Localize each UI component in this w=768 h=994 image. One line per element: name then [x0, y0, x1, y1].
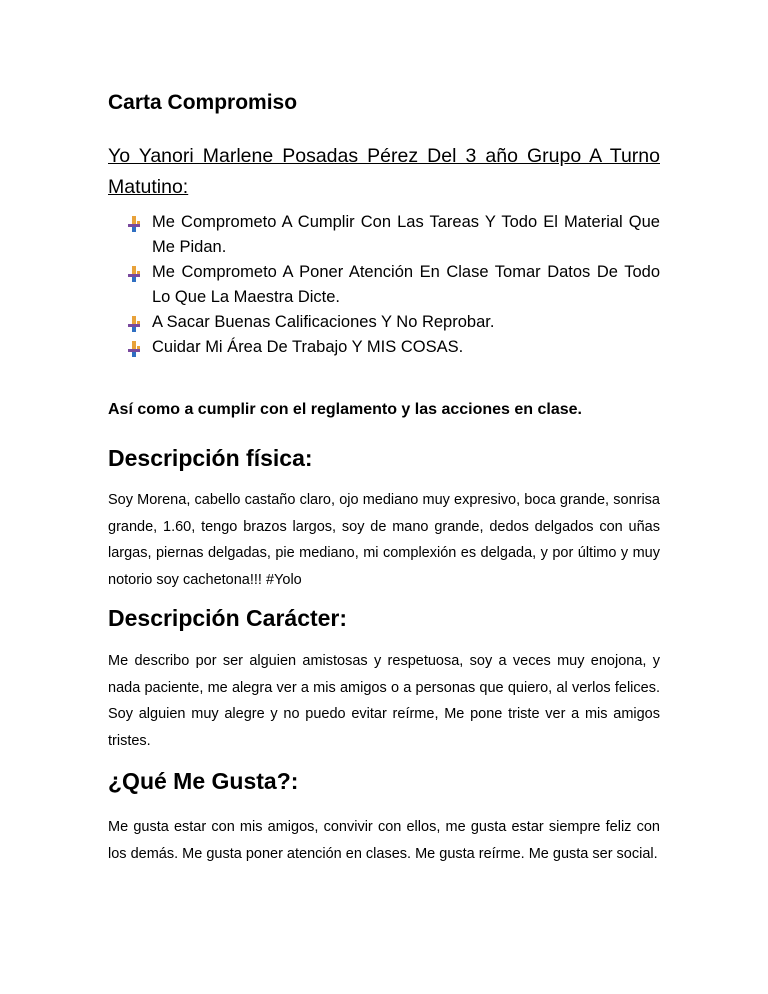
- physical-description-text: Soy Morena, cabello castaño claro, ojo mediano muy expresivo, boca grande, sonrisa grande, 1.60, tengo brazos largos, soy de mano grande, dedos delgados con uñas largas, piernas delgadas, pie mediano, mi complexión es delgada, y por último y muy notorio soy cachetona!!! #Yolo: [108, 492, 660, 588]
- commitment-list: [126, 210, 660, 360]
- arrow-bullet-icon: [126, 340, 144, 358]
- commitment-text: Me Comprometo A Cumplir Con Las Tareas Y Todo El Material Que Me Pidan.: [152, 213, 660, 256]
- commitment-text: Cuidar Mi Área De Trabajo Y MIS COSAS.: [152, 338, 464, 356]
- list-item: [126, 335, 660, 360]
- commitment-text: A Sacar Buenas Calificaciones Y No Reprobar.: [152, 313, 495, 331]
- likes-heading: ¿Qué Me Gusta?:: [108, 768, 299, 794]
- likes-text: Me gusta estar con mis amigos, convivir con ellos, me gusta estar siempre feliz con los demás. Me gusta poner atención en clases. Me gusta reírme. Me gusta ser social.: [108, 819, 660, 862]
- student-name-line: Yo Yanori Marlene Posadas Pérez Del 3 año Grupo A Turno Matutino:: [108, 145, 660, 198]
- list-item: [126, 310, 660, 335]
- commitment-text: Me Comprometo A Poner Atención En Clase Tomar Datos De Todo Lo Que La Maestra Dicte.: [152, 263, 660, 306]
- physical-description-heading: Descripción física:: [108, 445, 313, 471]
- list-item: [126, 210, 660, 260]
- arrow-bullet-icon: [126, 215, 144, 233]
- arrow-bullet-icon: [126, 315, 144, 333]
- character-description-heading: Descripción Carácter:: [108, 605, 348, 631]
- list-item: [126, 260, 660, 310]
- arrow-bullet-icon: [126, 265, 144, 283]
- document-title: Carta Compromiso: [108, 91, 298, 114]
- regulation-statement: Así como a cumplir con el reglamento y las acciones en clase.: [108, 401, 582, 418]
- character-description-text: Me describo por ser alguien amistosas y respetuosa, soy a veces muy enojona, y nada paciente, me alegra ver a mis amigos o a personas que quiero, al verlos felices. Soy alguien muy alegre y no puedo evitar reírme, Me pone triste ver a mis amigos tristes.: [108, 653, 660, 749]
